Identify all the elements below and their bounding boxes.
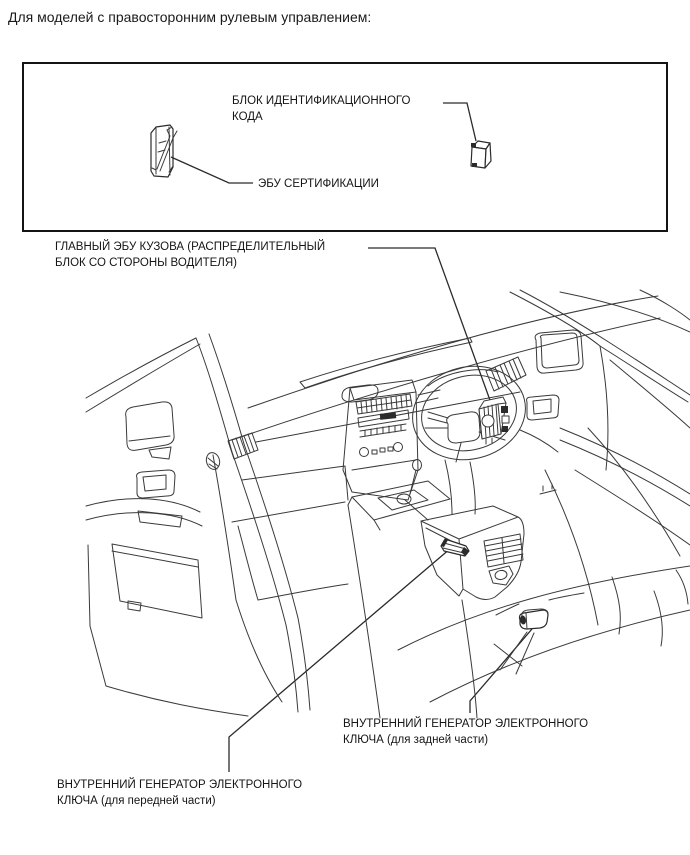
leader-rear-key-generator [470, 629, 532, 713]
leader-certification-ecu [171, 157, 253, 183]
label-id-code-block: БЛОК ИДЕНТИФИКАЦИОННОГО КОДА [232, 95, 411, 123]
leader-id-code-block [443, 103, 476, 141]
rear-key-generator-illustration [519, 609, 548, 629]
id-code-block-illustration [471, 141, 491, 168]
leader-main-body-ecu [368, 248, 491, 403]
label-certification-ecu: ЭБУ СЕРТИФИКАЦИИ [258, 178, 379, 190]
car-interior-drawing [86, 290, 690, 718]
certification-ecu-illustration [151, 125, 177, 177]
leader-front-key-generator [229, 548, 451, 772]
page-title: Для моделей с правосторонним рулевым управлением: [8, 9, 372, 25]
label-front-key-generator: ВНУТРЕННИЙ ГЕНЕРАТОР ЭЛЕКТРОННОГО КЛЮЧА (для передней части) [57, 779, 303, 807]
label-rear-key-generator: ВНУТРЕННИЙ ГЕНЕРАТОР ЭЛЕКТРОННОГО КЛЮЧА (для задней части) [343, 718, 589, 746]
label-main-body-ecu: ГЛАВНЫЙ ЭБУ КУЗОВА (РАСПРЕДЕЛИТЕЛЬНЫЙ БЛОК СО СТОРОНЫ ВОДИТЕЛЯ) [55, 241, 326, 269]
